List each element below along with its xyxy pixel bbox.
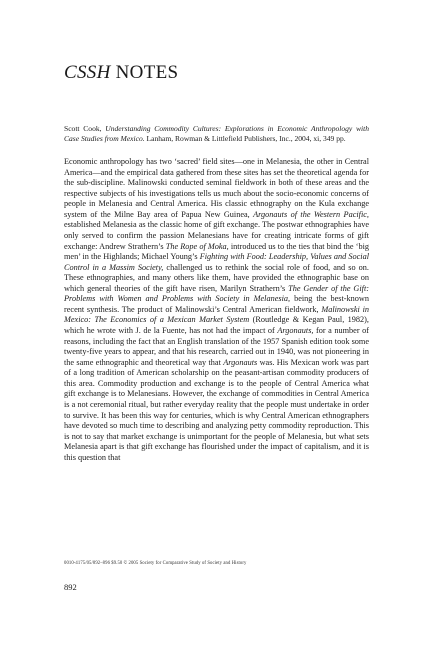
body-text: for a number of reasons, including the fact that an English translation of the 1957 Spanish edition took some twenty-five years to appear, and that his research, carried out in 1940, was not pioneering in the same ethnographic and theoretical way that	[64, 326, 369, 367]
section-heading	[64, 62, 178, 84]
body-italic-title: Argonauts	[223, 357, 258, 367]
body-italic-title: Argonauts,	[277, 326, 314, 335]
body-italic-title: Argonauts of the Western Pacific,	[253, 209, 369, 219]
citation-author: Scott Cook,	[64, 124, 106, 133]
heading-journal-abbrev: CSSH	[64, 62, 111, 83]
review-body	[64, 157, 369, 463]
body-text: Economic anthropology has two ‘sacred’ field sites—one in Melanesia, the other in Central America—and the empirical data gathered from these sites has set the theoretical agenda for the sub-discipline. Malinowski conducted seminal fieldwork in both of these areas and the respective subjects of his investigations tells us much about the socio-economic concerns of people in Melanesia and Central America. His classic ethnography on the Kula exchange system of the Milne Bay area of Papua New Guinea,	[64, 157, 369, 219]
body-italic-title: Fighting with Food: Leadership, Values and Social Control in a Massim Society,	[64, 252, 370, 272]
body-text: introduced us to the ties that bind the ‘big men’ in the Highlands; Michael Young’s	[64, 241, 369, 262]
citation-publisher: Lanham, Rowman & Littlefield Publishers, Inc., 2004, xi, 349 pp.	[144, 134, 346, 144]
body-text: being the best-known recent synthesis. The product of Malinowski’s Central American fieldwork,	[64, 294, 369, 314]
body-text: challenged us to rethink the social role of food, and so on. These ethnographies, and many others like them, have provided the ethnographic base on which general theories of the gift have risen, Marilyn Strathern’s	[64, 262, 369, 293]
body-text: was. His Mexican work was part of a long tradition of American scholarship on the peasant-artisan commodity producers of this area. Commodity production and exchange is to the people of Central America what gift exchange is to Melanesians. However, the exchange of commodities in Central America is a not ceremonial ritual, but rather everyday reality that the people must undertake in order to survive. It has been this way for centuries, which is why Central American ethnographers have devoted so much time to describing and analyzing petty commodity reproduction. This is not to say that market exchange is unimportant for the people of Melanesia, but what sets Melanesia apart is that gift exchange has flourished under the impact of capitalism, and it is this question that	[64, 357, 370, 462]
page-number: 892	[64, 582, 77, 592]
body-text: (Routledge & Kegan Paul, 1982), which he wrote with J. de la Fuente, has not had the impact of	[64, 315, 369, 335]
heading-label: NOTES	[110, 62, 179, 83]
body-italic-title: Malinowski in Mexico: The Economics of a Mexican Market System	[64, 304, 370, 325]
body-text: established Melanesia as the classic home of gift exchange. The postwar ethnographies have only served to confirm the passion Melanesians have for creating intricate forms of gift exchange: Andrew Strathern’s	[64, 220, 369, 251]
citation-title: Understanding Commodity Cultures: Explorations in Economic Anthropology with Case Studies from Mexico.	[64, 124, 369, 144]
copyright-line: 0010-4175/05/892–896 $9.50 © 2005 Society for Comparative Study of Society and History	[64, 561, 247, 566]
book-citation	[64, 124, 369, 145]
body-italic-title: The Rope of Moka,	[165, 241, 229, 251]
body-italic-title: The Gender of the Gift: Problems with Women and Problems with Society in Melanesia,	[64, 283, 369, 304]
body-paragraph	[64, 157, 369, 463]
